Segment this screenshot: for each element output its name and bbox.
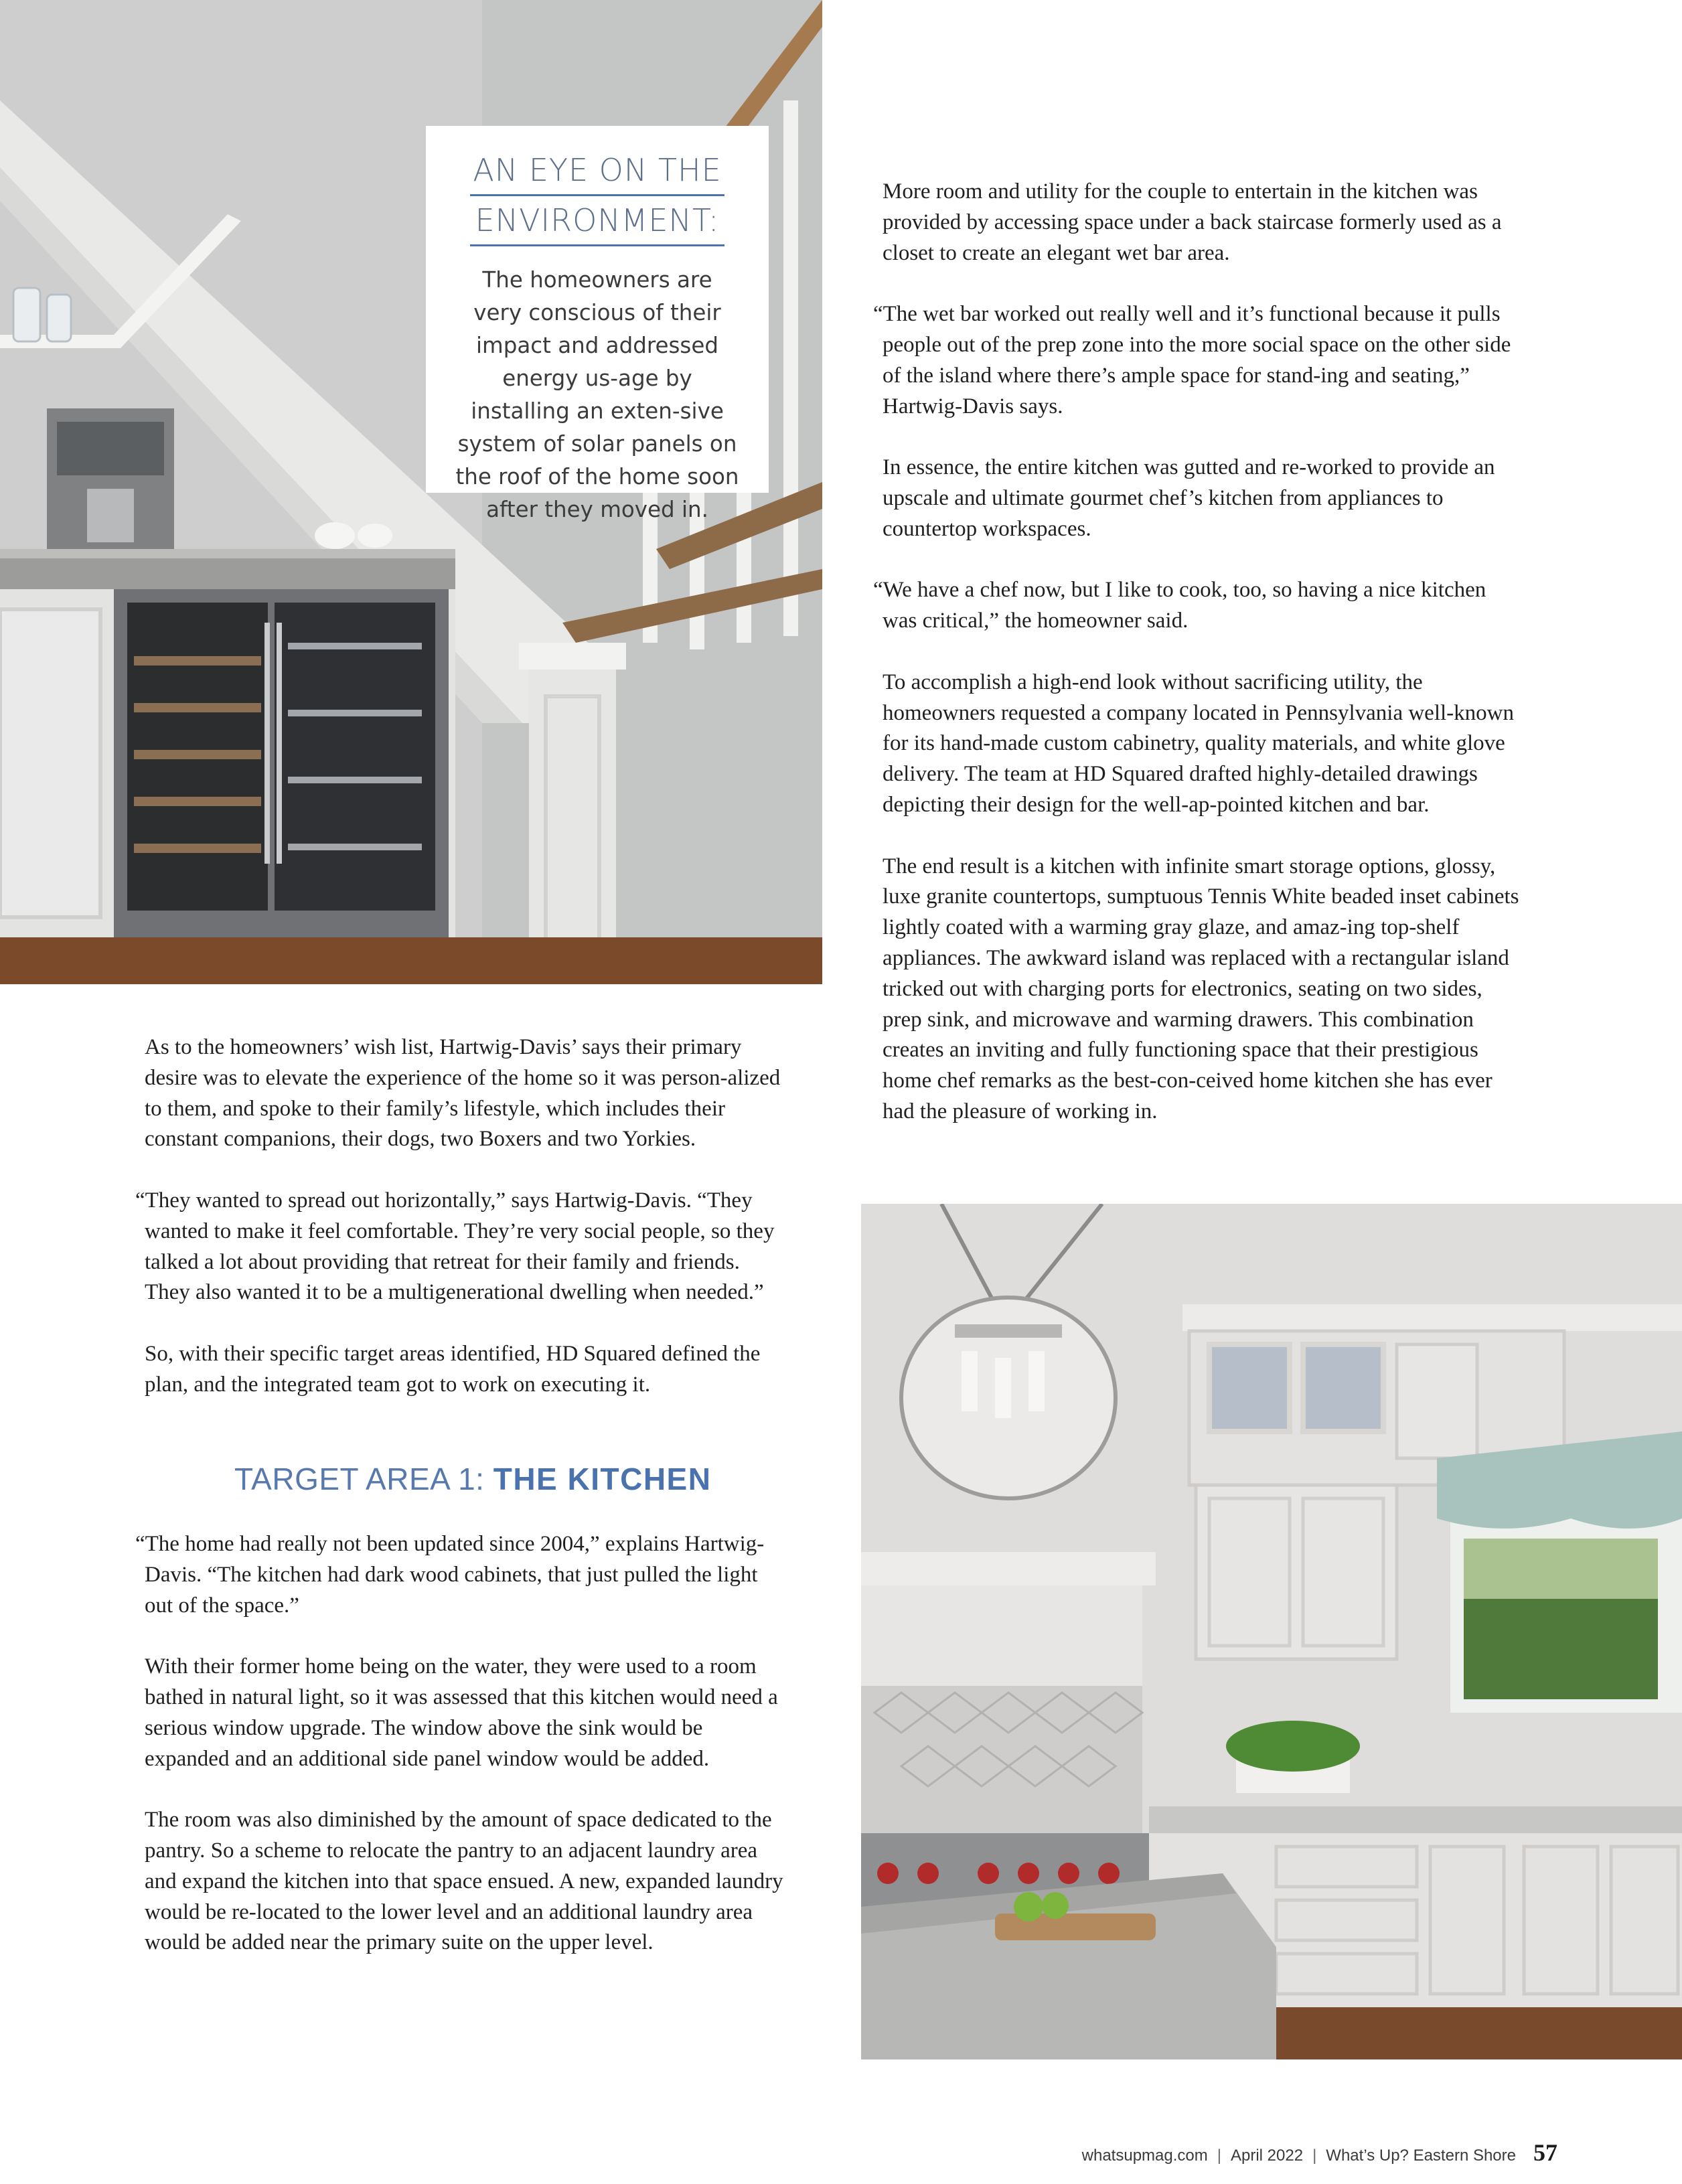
paragraph: With their former home being on the water, they were used to a room bathed in natural light, so it was assessed that this kitchen would need a serious window upgrade. The window above the sink would be expanded and an additional side panel window would be added. — [145, 1654, 778, 1771]
right-column — [873, 177, 1525, 1158]
page-number: 57 — [1533, 2139, 1557, 2166]
wet-bar-photo — [0, 0, 822, 984]
paragraph: So, with their specific target areas identified, HD Squared defined the plan, and the integrated team got to work on executing it. — [145, 1341, 761, 1397]
section-heading — [234, 1461, 743, 1497]
footer-site: whatsupmag.com — [1081, 2147, 1208, 2165]
paragraph: “The home had really not been updated since 2004,” explains Hartwig-Davis. “The kitchen had dark wood cabinets, that just pulled the light out of the space.” — [135, 1532, 765, 1618]
sidebar-heading — [470, 146, 724, 246]
paragraph: More room and utility for the couple to entertain in the kitchen was provided by accessing space under a back staircase formerly used as a closet to create an elegant wet bar area. — [883, 179, 1502, 265]
section-heading-prefix: TARGET AREA 1: — [234, 1462, 485, 1496]
paragraph: “We have a chef now, but I like to cook, too, so having a nice kitchen was critical,” the homeowner said. — [873, 578, 1486, 633]
paragraph: “They wanted to spread out horizontally,” says Hartwig-Davis. “They wanted to make it feel comfortable. They’re very social people, so they talked a lot about providing that retreat for their family and friends. They also wanted it to be a multigenerational dwelling when needed.” — [135, 1188, 775, 1305]
paragraph: To accomplish a high-end look without sacrificing utility, the homeowners requested a company located in Pennsylvania well-known for its hand-made custom cabinetry, quality materials, and white glove delivery. The team at HD Squared drafted highly-detailed drawings depicting their design for the well-ap-pointed kitchen and bar. — [883, 670, 1514, 817]
kitchen-illustration — [861, 1204, 1682, 2059]
kitchen-photo — [861, 1204, 1682, 2059]
section-heading-emphasis: THE KITCHEN — [493, 1462, 712, 1496]
left-column-top — [135, 1032, 787, 1431]
left-column-bottom — [135, 1529, 787, 1989]
footer-separator: | — [1312, 2147, 1317, 2165]
sidebar-body-text: The homeowners are very conscious of their impact and addressed energy us-age by installing an exten-sive system of solar panels on the roof of the home soon after they moved in. — [455, 267, 739, 522]
paragraph: The room was also diminished by the amount of space dedicated to the pantry. So a scheme to relocate the pantry to an adjacent laundry area and expand the kitchen into that space ensued. A new, expanded laundry would be re-located to the lower level and an additional laundry area would be added near the primary suite on the upper level. — [145, 1808, 783, 1955]
paragraph: The end result is a kitchen with infinite smart storage options, glossy, luxe granite countertops, sumptuous Tennis White beaded inset cabinets lightly coated with a warming gray glaze, and amaz-ing top-shelf appliances. The awkward island was replaced with a rectangular island tricked out with charging ports for electronics, seating on two sides, prep sink, and microwave and warming drawers. This combination creates an inviting and fully functioning space that their prestigious home chef remarks as the best-con-ceived home kitchen she has ever had the pleasure of working in. — [883, 854, 1519, 1123]
paragraph: “The wet bar worked out really well and it’s functional because it pulls people out of the prep zone into the more social space on the other side of the island where there’s ample space for stand-ing and seating,” Hartwig-Davis says. — [873, 302, 1511, 418]
paragraph: In essence, the entire kitchen was gutted and re-worked to provide an upscale and ultimate gourmet chef’s kitchen from appliances to countertop workspaces. — [883, 455, 1495, 541]
sidebar-heading-line2: ENVIRONMENT: — [470, 196, 724, 246]
sidebar-heading-line1: AN EYE ON THE — [470, 146, 724, 196]
footer-issue: April 2022 — [1230, 2147, 1304, 2165]
environment-sidebar — [426, 126, 769, 522]
footer-separator: | — [1217, 2147, 1221, 2165]
page-footer — [1082, 2138, 1557, 2168]
paragraph: As to the homeowners’ wish list, Hartwig-Davis’ says their primary desire was to elevate the experience of the home so it was person-alized to them, and spoke to their family’s lifestyle, which includes their constant companions, their dogs, two Boxers and two Yorkies. — [145, 1035, 781, 1152]
footer-publication: What’s Up? Eastern Shore — [1326, 2147, 1516, 2165]
